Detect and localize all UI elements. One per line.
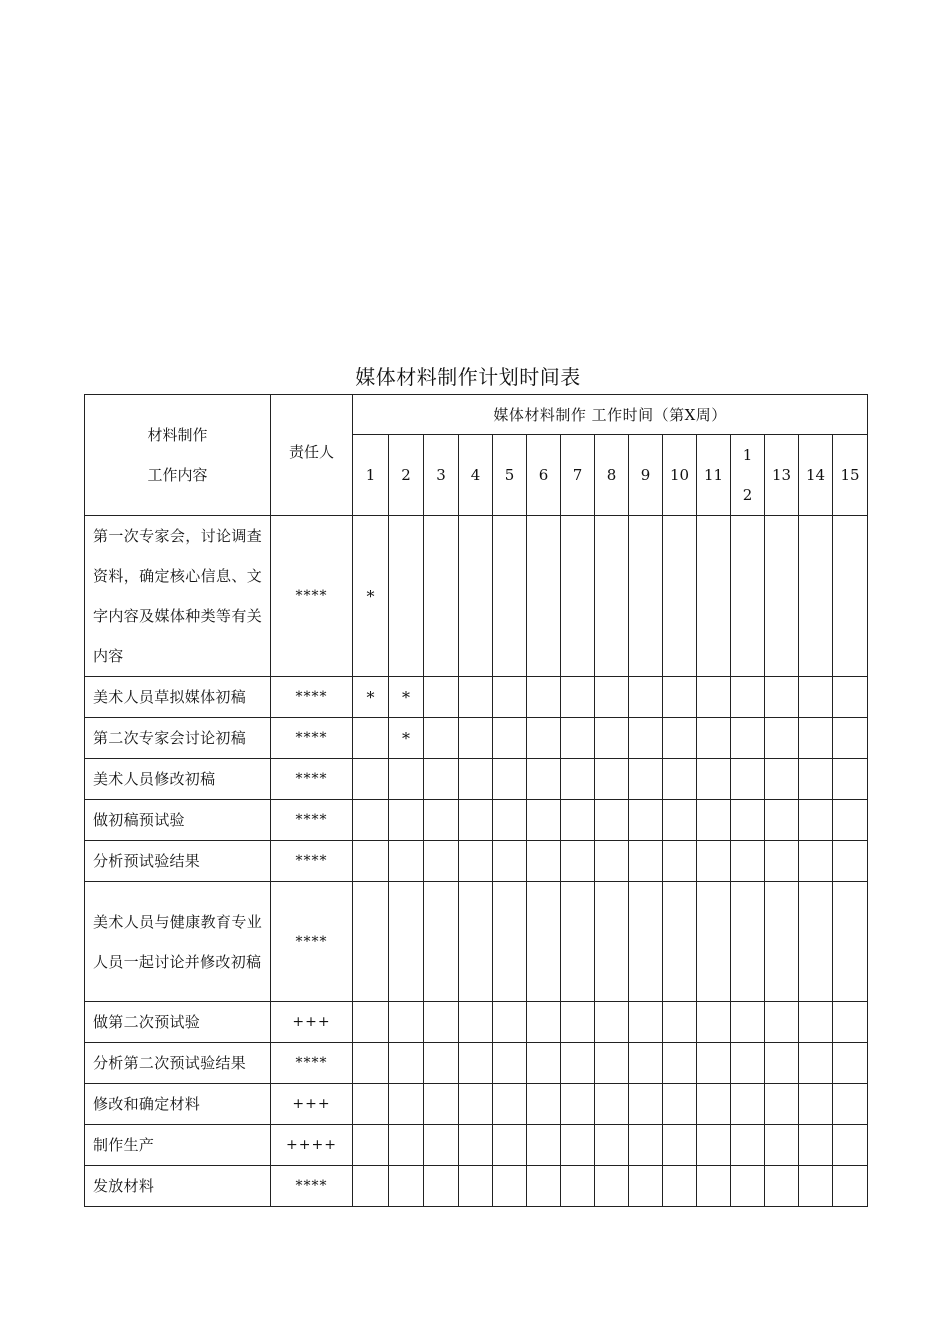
week-cell — [424, 1166, 459, 1207]
week-cell — [629, 759, 663, 800]
week-cell — [629, 677, 663, 718]
week-cell — [493, 1084, 527, 1125]
week-cell — [527, 800, 561, 841]
task-cell: 修改和确定材料 — [85, 1084, 271, 1125]
week-cell — [697, 1166, 731, 1207]
week-cell — [731, 800, 765, 841]
week-cell — [561, 1166, 595, 1207]
week-cell — [527, 841, 561, 882]
week-cell — [424, 1043, 459, 1084]
week-cell — [731, 759, 765, 800]
week-cell — [799, 759, 833, 800]
week-cell — [459, 1043, 493, 1084]
table-row — [85, 718, 868, 759]
week-cell — [731, 1125, 765, 1166]
table-row — [85, 759, 868, 800]
week-cell — [799, 882, 833, 1002]
week-cell — [697, 1002, 731, 1043]
week-cell — [731, 1084, 765, 1125]
week-cell — [663, 677, 697, 718]
week-cell — [493, 882, 527, 1002]
page-title: 媒体材料制作计划时间表 — [355, 365, 581, 389]
week-cell — [765, 1043, 799, 1084]
week-cell — [595, 841, 629, 882]
week-cell — [697, 841, 731, 882]
table-row — [85, 516, 868, 677]
week-cell — [799, 718, 833, 759]
week-cell — [561, 1002, 595, 1043]
week-cell — [389, 1002, 424, 1043]
week-cell — [663, 882, 697, 1002]
week-cell — [595, 1043, 629, 1084]
week-cell — [731, 1002, 765, 1043]
week-cell — [799, 1125, 833, 1166]
week-cell — [493, 718, 527, 759]
task-column-header-line1: 材料制作 — [147, 426, 208, 444]
week-cell — [493, 1043, 527, 1084]
week-cell — [697, 718, 731, 759]
week-cell — [731, 1043, 765, 1084]
week-cell — [493, 1166, 527, 1207]
week-cell — [493, 841, 527, 882]
week-12-header — [731, 435, 765, 516]
week-cell — [424, 841, 459, 882]
task-cell: 做初稿预试验 — [85, 800, 271, 841]
header-row-top — [85, 395, 868, 435]
week-cell — [459, 1166, 493, 1207]
week-cell — [663, 841, 697, 882]
week-cell — [424, 759, 459, 800]
week-cell — [765, 1166, 799, 1207]
weeks-span-header: 媒体材料制作 工作时间（第X周） — [353, 395, 868, 435]
task-column-header — [85, 395, 271, 516]
week-cell — [629, 1043, 663, 1084]
owner-cell: +++ — [271, 1002, 353, 1043]
week-cell — [663, 1125, 697, 1166]
week-cell — [424, 516, 459, 677]
owner-cell: **** — [271, 841, 353, 882]
week-header-10: 10 — [663, 435, 697, 516]
task-cell: 第二次专家会讨论初稿 — [85, 718, 271, 759]
week-cell — [731, 882, 765, 1002]
week-cell — [697, 516, 731, 677]
task-cell: 美术人员草拟媒体初稿 — [85, 677, 271, 718]
week-12-header-part: 1 — [742, 446, 753, 464]
week-cell — [493, 800, 527, 841]
week-cell — [459, 1002, 493, 1043]
week-cell — [765, 1125, 799, 1166]
week-cell — [459, 759, 493, 800]
week-cell — [629, 800, 663, 841]
week-cell — [459, 677, 493, 718]
week-cell — [561, 800, 595, 841]
week-cell — [353, 1166, 389, 1207]
week-cell — [697, 1125, 731, 1166]
week-header-6: 6 — [527, 435, 561, 516]
week-header-8: 8 — [595, 435, 629, 516]
week-cell — [799, 1166, 833, 1207]
week-cell — [765, 1002, 799, 1043]
week-cell — [629, 882, 663, 1002]
week-cell — [527, 516, 561, 677]
week-cell — [697, 677, 731, 718]
week-cell — [493, 516, 527, 677]
week-cell — [459, 800, 493, 841]
week-header-4: 4 — [459, 435, 493, 516]
week-cell — [731, 841, 765, 882]
week-cell — [765, 1084, 799, 1125]
week-cell — [833, 1043, 868, 1084]
week-cell — [353, 882, 389, 1002]
week-cell — [731, 516, 765, 677]
week-cell — [561, 718, 595, 759]
week-cell — [389, 841, 424, 882]
task-cell: 分析第二次预试验结果 — [85, 1043, 271, 1084]
owner-column-header: 责任人 — [271, 395, 353, 516]
week-cell: * — [389, 677, 424, 718]
week-cell — [424, 718, 459, 759]
week-cell — [629, 841, 663, 882]
week-cell — [697, 1043, 731, 1084]
owner-cell: +++ — [271, 1084, 353, 1125]
week-cell — [765, 759, 799, 800]
week-cell — [765, 516, 799, 677]
week-header-13: 13 — [765, 435, 799, 516]
week-header-9: 9 — [629, 435, 663, 516]
week-cell — [629, 516, 663, 677]
task-cell: 制作生产 — [85, 1125, 271, 1166]
week-cell — [561, 841, 595, 882]
week-cell — [561, 1125, 595, 1166]
owner-cell: **** — [271, 1166, 353, 1207]
week-cell — [799, 841, 833, 882]
owner-cell: **** — [271, 800, 353, 841]
week-cell — [353, 759, 389, 800]
week-cell — [833, 1002, 868, 1043]
week-cell — [561, 1043, 595, 1084]
week-cell — [424, 1002, 459, 1043]
task-column-header-line2: 工作内容 — [147, 466, 208, 484]
week-cell — [663, 1166, 697, 1207]
week-cell — [493, 677, 527, 718]
week-cell — [424, 882, 459, 1002]
week-header-14: 14 — [799, 435, 833, 516]
week-cell — [527, 718, 561, 759]
week-cell — [493, 1125, 527, 1166]
week-cell — [833, 1084, 868, 1125]
week-cell — [424, 800, 459, 841]
week-cell — [697, 882, 731, 1002]
week-cell — [424, 1084, 459, 1125]
week-cell — [527, 677, 561, 718]
week-cell — [663, 1084, 697, 1125]
table-row — [85, 800, 868, 841]
week-cell — [389, 1125, 424, 1166]
week-header-1: 1 — [353, 435, 389, 516]
owner-cell: **** — [271, 718, 353, 759]
week-cell — [833, 800, 868, 841]
week-cell — [353, 718, 389, 759]
week-cell — [493, 759, 527, 800]
week-cell — [629, 718, 663, 759]
week-cell — [799, 800, 833, 841]
table-row — [85, 677, 868, 718]
week-cell — [459, 718, 493, 759]
schedule-table — [84, 394, 868, 1207]
week-cell — [561, 677, 595, 718]
week-cell — [353, 1084, 389, 1125]
week-cell — [833, 759, 868, 800]
week-cell — [833, 1125, 868, 1166]
week-cell — [353, 841, 389, 882]
table-row — [85, 1084, 868, 1125]
week-cell — [527, 1084, 561, 1125]
week-cell — [833, 718, 868, 759]
week-cell — [389, 516, 424, 677]
week-cell — [799, 516, 833, 677]
week-12-header-part: 2 — [742, 486, 753, 504]
week-cell — [389, 882, 424, 1002]
week-cell — [527, 1043, 561, 1084]
week-cell — [527, 882, 561, 1002]
week-cell — [833, 516, 868, 677]
table-row — [85, 1125, 868, 1166]
table-row — [85, 1002, 868, 1043]
week-cell — [353, 1043, 389, 1084]
week-cell — [595, 1084, 629, 1125]
week-cell — [595, 800, 629, 841]
week-cell: * — [353, 516, 389, 677]
table-row — [85, 1043, 868, 1084]
week-cell — [353, 1002, 389, 1043]
week-cell — [527, 1166, 561, 1207]
week-header-3: 3 — [424, 435, 459, 516]
week-cell — [765, 841, 799, 882]
week-cell — [629, 1125, 663, 1166]
week-cell — [389, 759, 424, 800]
week-cell — [459, 1125, 493, 1166]
week-cell — [731, 718, 765, 759]
week-cell — [353, 1125, 389, 1166]
week-cell — [459, 1084, 493, 1125]
table-row — [85, 882, 868, 1002]
week-cell — [561, 759, 595, 800]
owner-cell: **** — [271, 1043, 353, 1084]
week-cell — [527, 1125, 561, 1166]
week-cell — [561, 516, 595, 677]
owner-cell: **** — [271, 516, 353, 677]
week-cell — [833, 841, 868, 882]
week-cell — [595, 516, 629, 677]
week-cell — [663, 1043, 697, 1084]
week-cell — [629, 1002, 663, 1043]
week-cell — [731, 1166, 765, 1207]
week-cell — [697, 759, 731, 800]
week-cell — [424, 677, 459, 718]
week-cell: * — [353, 677, 389, 718]
week-header-2: 2 — [389, 435, 424, 516]
owner-cell: ++++ — [271, 1125, 353, 1166]
week-cell — [833, 677, 868, 718]
week-header-5: 5 — [493, 435, 527, 516]
week-cell — [459, 516, 493, 677]
week-cell — [595, 677, 629, 718]
week-cell — [663, 759, 697, 800]
week-cell — [629, 1084, 663, 1125]
week-cell — [561, 1084, 595, 1125]
task-cell: 第一次专家会，讨论调查资料，确定核心信息、文字内容及媒体种类等有关内容 — [85, 516, 271, 677]
week-cell — [799, 1084, 833, 1125]
week-cell — [833, 882, 868, 1002]
week-header-11: 11 — [697, 435, 731, 516]
task-cell: 美术人员与健康教育专业人员一起讨论并修改初稿 — [85, 882, 271, 1002]
week-cell — [389, 800, 424, 841]
week-cell — [799, 1002, 833, 1043]
owner-cell: **** — [271, 882, 353, 1002]
week-cell: * — [389, 718, 424, 759]
week-cell — [595, 882, 629, 1002]
week-cell — [663, 718, 697, 759]
week-cell — [833, 1166, 868, 1207]
week-cell — [731, 677, 765, 718]
owner-cell: **** — [271, 759, 353, 800]
owner-cell: **** — [271, 677, 353, 718]
week-cell — [799, 677, 833, 718]
week-cell — [493, 1002, 527, 1043]
week-cell — [459, 841, 493, 882]
task-cell: 美术人员修改初稿 — [85, 759, 271, 800]
week-cell — [765, 677, 799, 718]
task-cell: 做第二次预试验 — [85, 1002, 271, 1043]
week-cell — [663, 516, 697, 677]
week-cell — [765, 718, 799, 759]
week-cell — [527, 759, 561, 800]
week-cell — [353, 800, 389, 841]
week-cell — [424, 1125, 459, 1166]
week-cell — [765, 800, 799, 841]
week-cell — [663, 1002, 697, 1043]
table-row — [85, 841, 868, 882]
task-cell: 分析预试验结果 — [85, 841, 271, 882]
week-cell — [697, 1084, 731, 1125]
week-cell — [561, 882, 595, 1002]
week-cell — [629, 1166, 663, 1207]
week-cell — [527, 1002, 561, 1043]
week-cell — [389, 1084, 424, 1125]
week-cell — [663, 800, 697, 841]
week-cell — [765, 882, 799, 1002]
week-header-7: 7 — [561, 435, 595, 516]
week-cell — [389, 1043, 424, 1084]
task-cell: 发放材料 — [85, 1166, 271, 1207]
week-header-15: 15 — [833, 435, 868, 516]
week-cell — [799, 1043, 833, 1084]
table-row — [85, 1166, 868, 1207]
week-cell — [459, 882, 493, 1002]
week-cell — [389, 1166, 424, 1207]
week-cell — [595, 759, 629, 800]
week-cell — [697, 800, 731, 841]
week-cell — [595, 1125, 629, 1166]
week-cell — [595, 1166, 629, 1207]
week-cell — [595, 718, 629, 759]
week-cell — [595, 1002, 629, 1043]
